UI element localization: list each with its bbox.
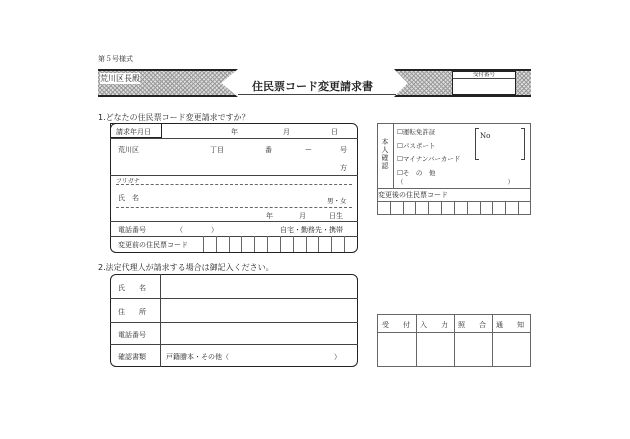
birth-year-label: 年 bbox=[266, 212, 273, 220]
office-col-input: 入 力 bbox=[420, 321, 448, 329]
code-digit-cell[interactable] bbox=[390, 201, 403, 215]
new-code-cells[interactable] bbox=[377, 201, 531, 215]
code-digit-cell[interactable] bbox=[254, 236, 267, 252]
code-digit-cell[interactable] bbox=[318, 236, 331, 252]
code-digit-cell[interactable] bbox=[293, 236, 306, 252]
id-number-label: No bbox=[480, 132, 491, 140]
code-digit-cell[interactable] bbox=[518, 201, 531, 215]
office-col-verify: 照 合 bbox=[458, 321, 486, 329]
phone-type: 自宅・勤務先・携帯 bbox=[280, 226, 343, 234]
request-date-label: 請求年月日 bbox=[116, 128, 151, 136]
new-code-label: 変更後の住民票コード bbox=[378, 191, 448, 199]
code-digit-cell[interactable] bbox=[344, 236, 357, 252]
code-digit-cell[interactable] bbox=[377, 201, 390, 215]
phone-label: 電話番号 bbox=[118, 226, 146, 234]
code-digit-cell[interactable] bbox=[428, 201, 441, 215]
checkbox-passport[interactable]: ☐パスポート bbox=[397, 141, 436, 150]
day-label: 日 bbox=[331, 128, 338, 136]
code-digit-cell[interactable] bbox=[267, 236, 280, 252]
receipt-number-box bbox=[452, 71, 516, 95]
option-label: マイナンバーカード bbox=[402, 155, 461, 163]
checkbox-drivers-license[interactable]: ☐運転免許証 bbox=[397, 128, 436, 136]
old-code-label: 変更前の住民票コード bbox=[118, 241, 188, 249]
code-digit-cell[interactable] bbox=[403, 201, 416, 215]
checkbox-other[interactable]: ☐そ の 他 bbox=[397, 168, 436, 177]
code-digit-cell[interactable] bbox=[216, 236, 229, 252]
code-digit-cell[interactable] bbox=[454, 201, 467, 215]
section2-heading: 2.法定代理人が請求する場合は御記入ください。 bbox=[98, 263, 274, 272]
identity-label: 本人確認 bbox=[381, 138, 389, 170]
ban-label: 番 bbox=[265, 146, 272, 154]
rep-doc-label: 確認書類 bbox=[118, 353, 146, 361]
month-label: 月 bbox=[283, 128, 290, 136]
name-label: 氏 名 bbox=[118, 194, 139, 202]
ward-label: 荒川区 bbox=[118, 146, 139, 154]
rep-phone-label: 電話番号 bbox=[118, 331, 146, 339]
code-digit-cell[interactable] bbox=[505, 201, 518, 215]
office-col-reception: 受 付 bbox=[382, 321, 410, 329]
go-label: 号 bbox=[340, 146, 347, 154]
code-digit-cell[interactable] bbox=[467, 201, 480, 215]
code-digit-cell[interactable] bbox=[241, 236, 254, 252]
other-parens: （ ） bbox=[397, 178, 514, 186]
code-digit-cell[interactable] bbox=[229, 236, 242, 252]
code-digit-cell[interactable] bbox=[492, 201, 505, 215]
checkbox-mynumber-card[interactable]: ☐マイナンバーカード bbox=[397, 155, 461, 163]
receipt-number-label: 受付番号 bbox=[453, 72, 515, 79]
rep-name-label: 氏 名 bbox=[118, 284, 146, 292]
form-number: 第５号様式 bbox=[98, 55, 133, 63]
code-digit-cell[interactable] bbox=[280, 236, 293, 252]
code-digit-cell[interactable] bbox=[331, 236, 344, 252]
birth-day-label: 日生 bbox=[329, 212, 343, 220]
phone-parens: （ ） bbox=[176, 226, 218, 234]
rep-doc-value: 戸籍謄本・その他（ ） bbox=[166, 353, 341, 361]
office-col-notify: 通 知 bbox=[496, 321, 524, 329]
section1-heading: 1.どなたの住民票コード変更請求ですか？ bbox=[98, 113, 250, 122]
chome-label: 丁目 bbox=[210, 146, 224, 154]
year-label: 年 bbox=[231, 128, 238, 136]
option-label: そ の 他 bbox=[402, 168, 436, 177]
code-digit-cell[interactable] bbox=[480, 201, 493, 215]
option-label: パスポート bbox=[402, 141, 436, 150]
code-digit-cell[interactable] bbox=[441, 201, 454, 215]
option-label: 運転免許証 bbox=[402, 128, 436, 136]
rep-address-label: 住 所 bbox=[118, 308, 146, 316]
kata-label: 方 bbox=[340, 164, 347, 172]
old-code-cells[interactable] bbox=[203, 236, 357, 252]
birth-month-label: 月 bbox=[299, 212, 306, 220]
code-digit-cell[interactable] bbox=[306, 236, 319, 252]
furigana-label: フリガナ bbox=[116, 178, 140, 185]
identity-options bbox=[397, 126, 460, 180]
code-digit-cell[interactable] bbox=[203, 236, 216, 252]
dash-label: ー bbox=[305, 146, 312, 154]
sex-label: 男・女 bbox=[327, 197, 347, 205]
code-digit-cell[interactable] bbox=[415, 201, 428, 215]
addressee: 荒川区長殿 bbox=[100, 74, 140, 83]
form-title: 住民票コード変更請求書 bbox=[252, 80, 373, 93]
